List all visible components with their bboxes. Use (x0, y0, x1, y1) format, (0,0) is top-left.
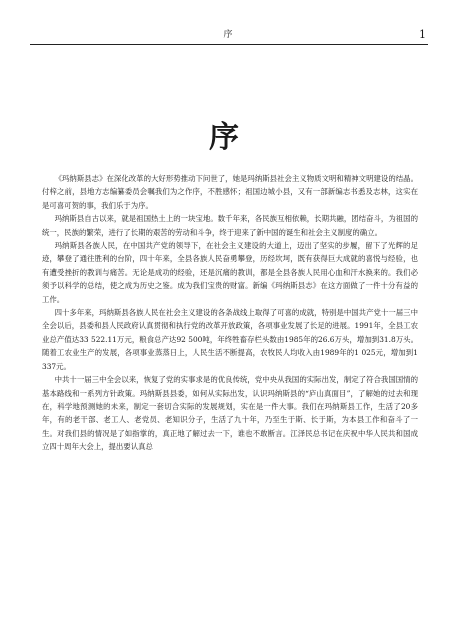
chapter-title: 序 (209, 120, 241, 155)
paragraph: 《玛纳斯县志》在深化改革的大好形势推动下问世了，她是玛纳斯县社会主义物质文明和精神文明建设的结晶。付梓之前，县地方志编纂委员会嘱我们为之作序，不胜感怀；祖国边城小县，又有一部新编志书悉及志林，这实在是可喜可贺的事，我们乐于为序。 (42, 174, 418, 210)
page-number: 1 (419, 28, 426, 41)
paragraph: 四十多年来，玛纳斯县各族人民在社会主义建设的各条战线上取得了可喜的成就，特别是中国共产党十一届三中全会以后，县委和县人民政府认真贯彻和执行党的改革开放政策，各项事业发展了长足的进展。1991年，全县工农业总产值达33 522.11万元，粮食总产达92 500吨，年终牲畜存栏头数由1985年的26.6万头，增加到31.8万头。随着工农业生产的发展，各项事业蒸蒸日上，人民生活不断提高，农牧民人均收入由1989年的1 025元，增加到1 337元。 (42, 308, 418, 371)
body-text (42, 172, 418, 454)
paragraph: 玛纳斯县自古以来，就是祖国热土上的一块宝地。数千年来，各民族互相依赖，长期共融，团结奋斗，为祖国的统一，民族的繁荣，进行了长期的艰苦的劳动和斗争，终于迎来了新中国的诞生和社会主义制度的确立。 (42, 214, 418, 237)
paragraph: 中共十一届三中全会以来，恢复了党的实事求是的优良传统，党中央从我国的实际出发，制定了符合我国国情的基本路线和一系列方针政策。玛纳斯县县委，如何从实际出发，认识玛纳斯县的“庐山真面目”，了解她的过去和现在，科学地预测她的未来，制定一套切合实际的发展规划，实在是一件大事。我们在玛纳斯县工作，生活了20多年，有的老干部、老工人、老党员、老知识分子，生活了九十年，乃至生于斯、长于斯，为本县工作和奋斗了一生。对我们县的情况是了如指掌的，真正地了解过去一下，谁也不敢断言。江泽民总书记在庆祝中华人民共和国成立四十周年大会上，提出要认真总 (42, 375, 418, 452)
header-rule (30, 44, 428, 45)
running-header (30, 28, 426, 42)
paragraph: 玛纳斯县各族人民，在中国共产党的领导下，在社会主义建设的大道上，迈出了坚实的步履，留下了光辉的足迹，攀登了通往胜利的台阶，四十年来，全县各族人民奋勇攀登，历经坎坷，既有获得巨大成就的喜悦与经验，也有遭受挫折的教训与痛苦。无论是成功的经验，还是沉痛的教训，都是全县各族人民用心血和汗水换来的。我们必须予以科学的总结，使之成为历史之鉴。成为我们宝贵的财富。新编《玛纳斯县志》在这方面做了一件十分有益的工作。 (42, 241, 418, 304)
header-title: 序 (223, 30, 233, 40)
